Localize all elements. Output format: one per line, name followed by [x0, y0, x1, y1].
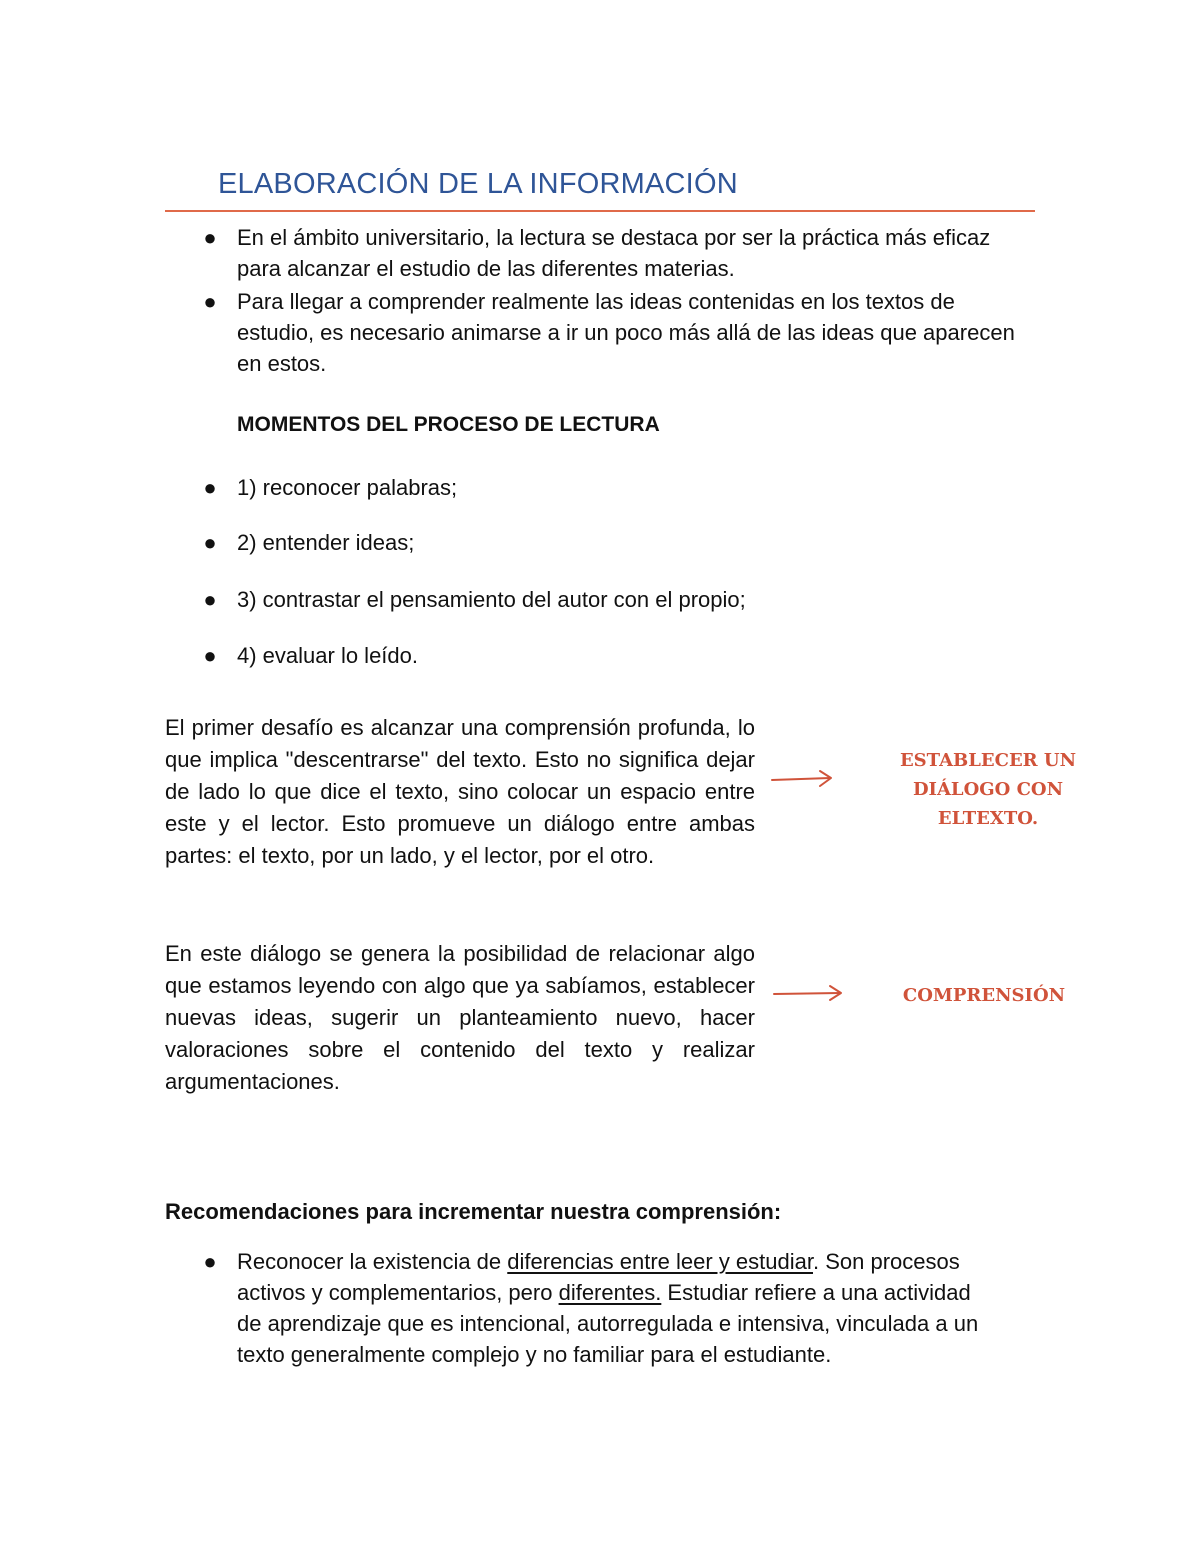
bullet-icon: ● [203, 530, 217, 555]
recommendation-text: . Son procesos activos y complementarios, pero [237, 1249, 960, 1305]
list-item [200, 1246, 1000, 1370]
list-item [200, 222, 1020, 284]
title-underline-rule [165, 210, 1035, 212]
recommendations-heading: Recomendaciones para incrementar nuestra comprensión: [165, 1199, 782, 1224]
callout-line: DIÁLOGO CON [912, 779, 1064, 800]
list-item-text: 3) contrastar el pensamiento del autor con el propio; [237, 587, 746, 612]
page-title: ELABORACIÓN DE LA INFORMACIÓN [218, 168, 738, 200]
list-item-text [237, 1246, 1000, 1370]
callout-comprension [889, 981, 1079, 1010]
list-item-text: 1) reconocer palabras; [237, 475, 458, 500]
body-paragraph: En este diálogo se genera la posibilidad de relacionar algo que estamos leyendo con algo que ya sabíamos, establecer nuevas ideas, sugerir un planteamiento nuevo, hacer valoraciones sobre el contenido del texto y realizar argumentaciones. [165, 941, 755, 1094]
list-item [200, 286, 1020, 379]
list-item [200, 640, 1020, 671]
body-paragraph: El primer desafío es alcanzar una comprensión profunda, lo que implica "descentrarse" del texto. Esto no significa dejar de lado lo que dice el texto, sino colocar un espacio entre este y el lector. Esto promueve un diálogo entre ambas partes: el texto, por un lado, y el lector, por el otro. [165, 715, 755, 868]
section-heading: MOMENTOS DEL PROCESO DE LECTURA [237, 413, 660, 436]
callout-line: COMPRENSIÓN [902, 985, 1066, 1006]
underlined-phrase: diferentes. [558, 1280, 662, 1305]
right-arrow-icon [772, 982, 846, 1004]
callout-line: ESTABLECER UN [899, 750, 1077, 771]
bullet-icon: ● [203, 475, 217, 500]
list-item-text: En el ámbito universitario, la lectura se destaca por ser la práctica más eficaz para alcanzar el estudio de las diferentes materias. [237, 225, 991, 281]
callout-line: ELTEXTO. [937, 808, 1039, 829]
list-item-text: 2) entender ideas; [237, 530, 415, 555]
bullet-icon: ● [203, 225, 217, 250]
callout-establecer-dialogo [893, 746, 1083, 833]
bullet-icon: ● [203, 1249, 217, 1274]
recommendation-text: Estudiar refiere a una actividad de aprendizaje que es intencional, autorregulada e intensiva, vinculada a un texto generalmente complejo y no familiar para el estudiante. [237, 1280, 979, 1367]
list-item-text: Para llegar a comprender realmente las ideas contenidas en los textos de estudio, es necesario animarse a ir un poco más allá de las ideas que aparecen en estos. [237, 289, 1015, 376]
list-item [200, 584, 1020, 615]
bullet-icon: ● [203, 289, 217, 314]
bullet-icon: ● [203, 643, 217, 668]
right-arrow-icon [770, 768, 836, 790]
bullet-icon: ● [203, 587, 217, 612]
list-item [200, 472, 1020, 503]
list-item-text: 4) evaluar lo leído. [237, 643, 418, 668]
underlined-phrase: diferencias entre leer y estudiar [507, 1249, 813, 1274]
list-item [200, 527, 1020, 558]
recommendation-text: Reconocer la existencia de [237, 1249, 508, 1274]
